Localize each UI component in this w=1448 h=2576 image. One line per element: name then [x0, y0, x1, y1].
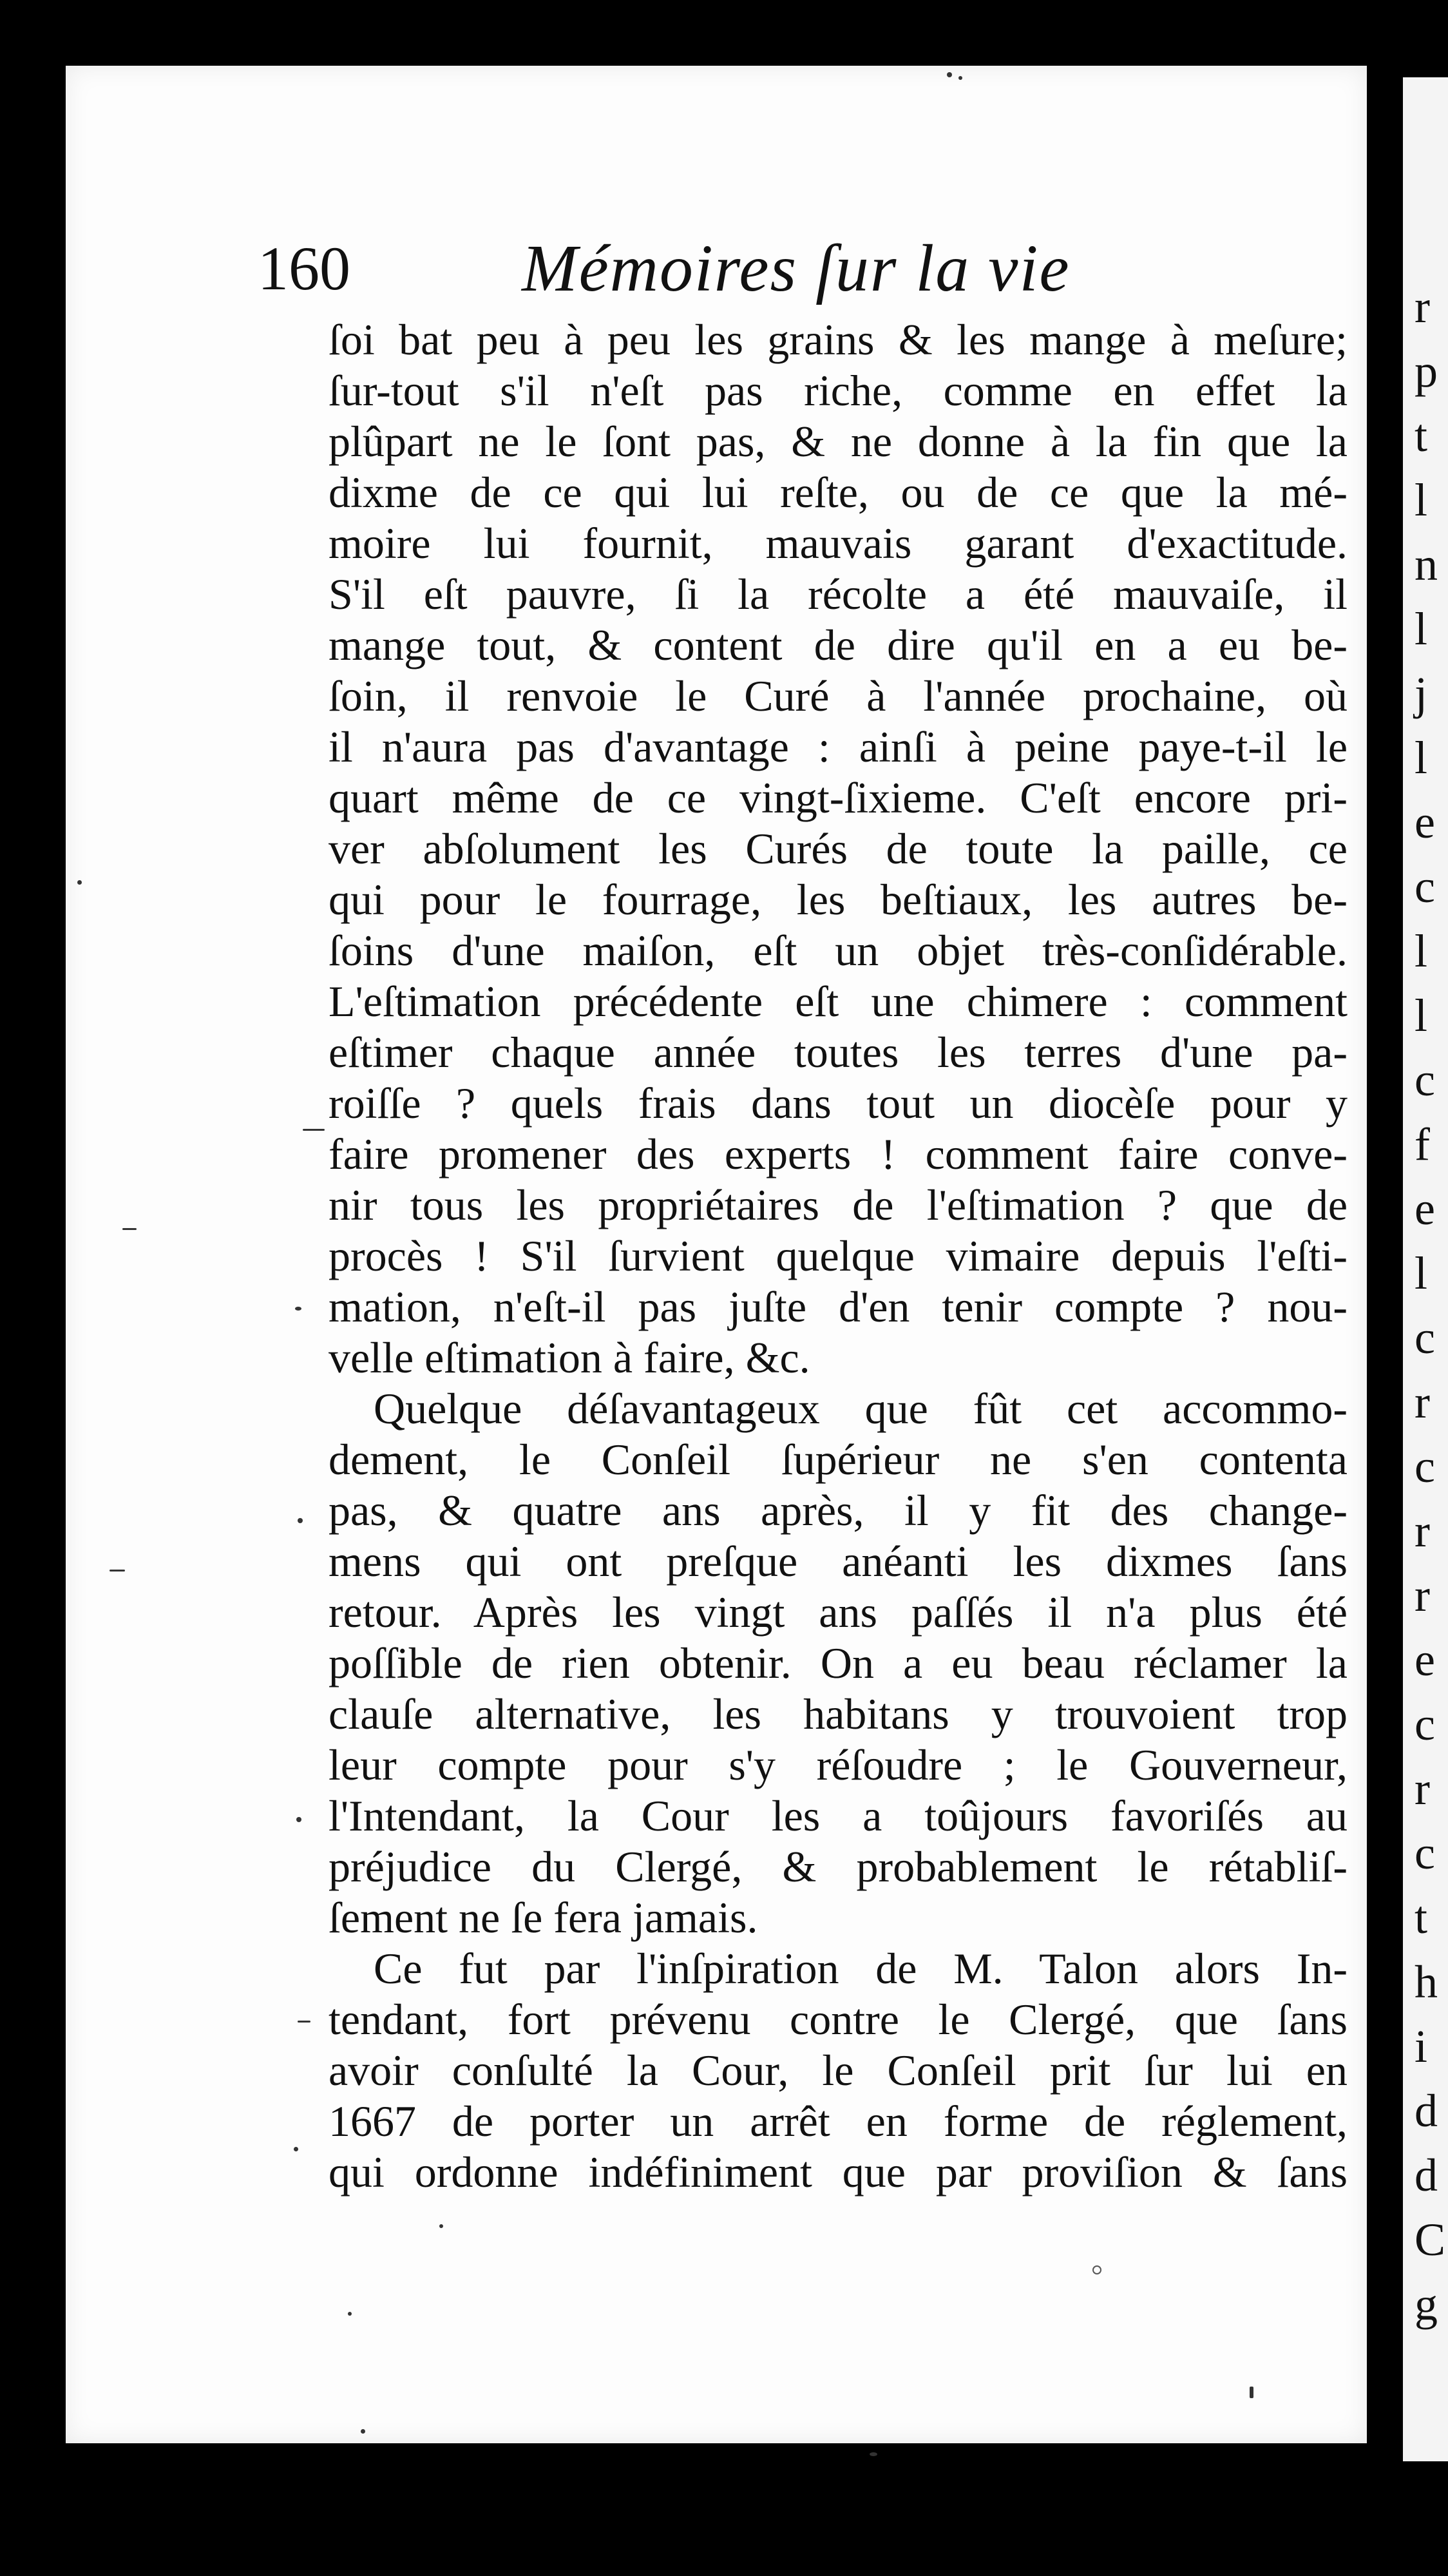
facing-page-letter: e: [1415, 1183, 1435, 1235]
text-line: nir tous les propriétaires de l'eſtimation ? que de: [329, 1180, 1348, 1229]
text-line: qui pour le fourrage, les beſtiaux, les autres be-: [329, 875, 1348, 924]
running-title: Mémoires ſur la vie: [522, 231, 1071, 305]
text-line: pas, & quatre ans après, il y fit des change-: [329, 1486, 1348, 1535]
text-line: retour. Après les vingt ans paſſés il n'a plus été: [329, 1588, 1348, 1637]
text-line: il n'aura pas d'avantage : ainſi à peine paye-t-il le: [329, 722, 1348, 771]
text-line: eſtimer chaque année toutes les terres d'une pa-: [329, 1028, 1348, 1077]
facing-page-letter: C: [1415, 2214, 1446, 2265]
text-line: préjudice du Clergé, & probablement le rétabliſ-: [329, 1842, 1348, 1891]
facing-page-letter: r: [1415, 1376, 1430, 1428]
facing-page-letter: c: [1415, 1698, 1435, 1750]
facing-page-letter: l: [1415, 474, 1428, 526]
text-line: ſur-tout s'il n'eſt pas riche, comme en effet la: [329, 366, 1348, 415]
facing-page-letter: n: [1415, 539, 1438, 590]
facing-page-letter: g: [1415, 2278, 1438, 2330]
facing-page-letter: l: [1415, 1247, 1428, 1299]
facing-page-letter: l: [1415, 925, 1428, 977]
text-line: qui ordonne indéfiniment que par proviſion & ſans: [329, 2148, 1348, 2196]
facing-page-letter: l: [1415, 990, 1428, 1041]
facing-page-letter: p: [1415, 345, 1438, 397]
text-line: mens qui ont preſque anéanti les dixmes ſans: [329, 1537, 1348, 1586]
facing-page-letter: c: [1415, 1312, 1435, 1363]
text-line: moire lui fournit, mauvais garant d'exactitude.: [329, 519, 1348, 568]
facing-page-letter: e: [1415, 796, 1435, 848]
facing-page-letter: r: [1415, 1570, 1430, 1621]
text-line: procès ! S'il ſurvient quelque vimaire depuis l'eſti-: [329, 1231, 1348, 1280]
facing-page-letter: d: [1415, 2085, 1438, 2137]
text-line: tendant, fort prévenu contre le Clergé, que ſans: [329, 1995, 1348, 2044]
paragraph: [329, 1383, 1348, 1943]
body-text: [329, 314, 1348, 2198]
text-line: leur compte pour s'y réſoudre ; le Gouverneur,: [329, 1740, 1348, 1789]
paragraph: [329, 1943, 1348, 2198]
text-line: faire promener des experts ! comment faire conve-: [329, 1129, 1348, 1178]
facing-page-letter: d: [1415, 2149, 1438, 2201]
page-number: 160: [258, 234, 350, 303]
text-line: ſoin, il renvoie le Curé à l'année prochaine, où: [329, 671, 1348, 720]
facing-page-letter: r: [1415, 1763, 1430, 1814]
text-line: clauſe alternative, les habitans y trouvoient trop: [329, 1689, 1348, 1738]
facing-page-letter: c: [1415, 1441, 1435, 1492]
page-header: [258, 227, 1353, 311]
text-line: avoir conſulté la Cour, le Conſeil prit ſur lui en: [329, 2046, 1348, 2095]
text-line: S'il eſt pauvre, ſi la récolte a été mauvaiſe, il: [329, 570, 1348, 619]
facing-page-letter: l: [1415, 603, 1428, 655]
facing-page-letter: r: [1415, 1505, 1430, 1557]
facing-page-letter: j: [1415, 668, 1428, 719]
text-line: mange tout, & content de dire qu'il en a eu be-: [329, 620, 1348, 669]
text-line: ſoins d'une maiſon, eſt un objet très-conſidérable.: [329, 926, 1348, 975]
text-line: 1667 de porter un arrêt en forme de réglement,: [329, 2097, 1348, 2146]
facing-page-letter: c: [1415, 1054, 1435, 1106]
text-line: quart même de ce vingt-ſixieme. C'eſt encore pri-: [329, 773, 1348, 822]
facing-page-edge: [1403, 77, 1448, 2461]
facing-page-letter: i: [1415, 2021, 1428, 2072]
text-line: ver abſolument les Curés de toute la paille, ce: [329, 824, 1348, 873]
text-line: roiſſe ? quels frais dans tout un diocèſe pour y: [329, 1079, 1348, 1128]
text-line: ſement ne ſe fera jamais.: [329, 1893, 758, 1942]
facing-page-letter: c: [1415, 1827, 1435, 1879]
facing-page-letter: f: [1415, 1119, 1430, 1170]
text-line: velle eſtimation à faire, &c.: [329, 1333, 810, 1382]
text-line: L'eſtimation précédente eſt une chimere : comment: [329, 977, 1348, 1026]
text-line: Quelque déſavantageux que fût cet accommo-: [374, 1384, 1348, 1433]
text-line: mation, n'eſt-il pas juſte d'en tenir compte ? nou-: [329, 1282, 1348, 1331]
facing-page-letter: r: [1415, 281, 1430, 332]
facing-page-letter: t: [1415, 1892, 1428, 1943]
text-line: plûpart ne le ſont pas, & ne donne à la fin que la: [329, 417, 1348, 466]
facing-page-letter: c: [1415, 861, 1435, 912]
text-line: dixme de ce qui lui reſte, ou de ce que la mé-: [329, 468, 1348, 517]
facing-page-letter: e: [1415, 1634, 1435, 1686]
text-line: l'Intendant, la Cour les a toûjours favoriſés au: [329, 1791, 1348, 1840]
facing-page-letter: t: [1415, 410, 1428, 461]
paragraph: [329, 314, 1348, 1383]
facing-page-letter: h: [1415, 1956, 1438, 2008]
facing-page-letter: l: [1415, 732, 1428, 783]
text-line: Ce fut par l'inſpiration de M. Talon alors In-: [374, 1944, 1348, 1993]
text-line: ſoi bat peu à peu les grains & les mange à meſure;: [329, 315, 1348, 364]
text-line: poſſible de rien obtenir. On a eu beau réclamer la: [329, 1639, 1348, 1687]
text-line: dement, le Conſeil ſupérieur ne s'en contenta: [329, 1435, 1348, 1484]
